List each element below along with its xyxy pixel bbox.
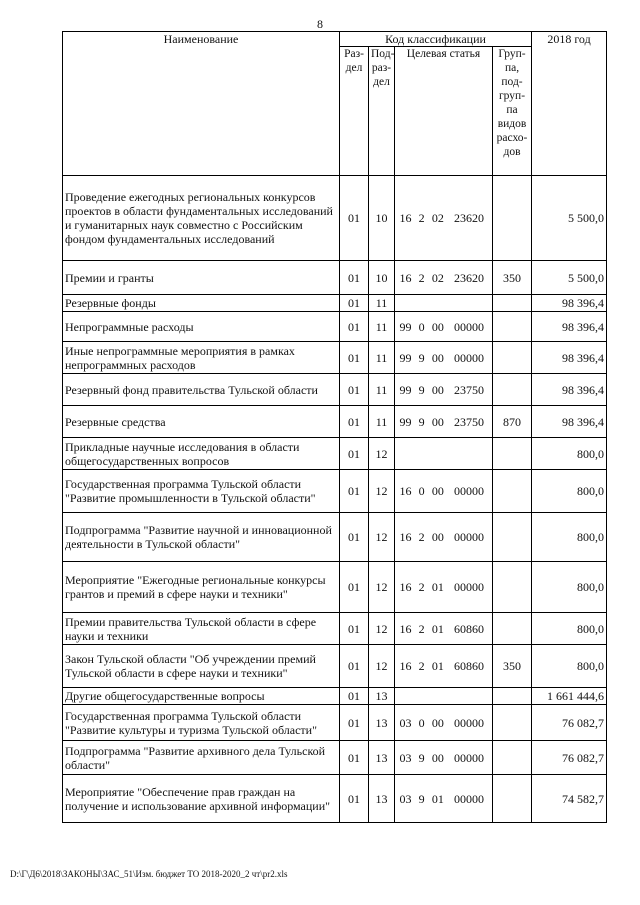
row-amount: 800,0 [532,470,607,513]
row-group [493,688,532,705]
target-part: 9 [418,350,425,365]
table-row [63,688,607,705]
row-name: Непрограммные расходы [63,312,340,342]
row-target-article [395,312,493,342]
target-part: 01 [431,791,444,806]
row-name: Резервные фонды [63,295,340,312]
row-amount: 800,0 [532,438,607,470]
row-section: 01 [340,261,369,295]
row-amount: 98 396,4 [532,342,607,374]
target-part: 2 [418,621,425,636]
row-subsection: 11 [369,312,395,342]
table-row [63,295,607,312]
row-section: 01 [340,470,369,513]
target-article-parts [397,580,490,594]
target-part: 9 [418,382,425,397]
table-row [63,312,607,342]
budget-table [62,31,607,823]
target-part: 0 [418,484,425,498]
target-part: 00000 [453,484,484,498]
row-amount: 1 661 444,6 [532,688,607,705]
target-part: 00000 [453,791,484,806]
row-name: Проведение ежегодных региональных конкурсов проектов в области фундаментальных исследований и гуманитарных наук совместно с Российским фондом фундаментальных исследований [63,176,340,261]
row-subsection: 12 [369,470,395,513]
target-part: 16 [399,580,412,594]
row-group: 350 [493,645,532,688]
row-section: 01 [340,312,369,342]
row-section: 01 [340,374,369,406]
target-part: 0 [418,715,425,730]
target-part: 00 [431,530,444,544]
row-amount: 98 396,4 [532,374,607,406]
target-article-parts [397,415,490,429]
row-target-article [395,438,493,470]
target-part: 03 [399,750,412,765]
target-part: 99 [399,319,412,334]
table-body [63,176,607,823]
target-part: 02 [431,270,444,285]
target-article-parts [397,716,490,730]
row-name: Государственная программа Тульской области "Развитие культуры и туризма Тульской области" [63,705,340,741]
target-part: 2 [418,580,425,594]
row-section: 01 [340,645,369,688]
table-row [63,438,607,470]
row-name: Мероприятие "Ежегодные региональные конкурсы грантов и премий в сфере науки и техники" [63,562,340,613]
target-part: 00000 [453,580,484,594]
target-article-parts [397,530,490,544]
target-article-parts [397,622,490,636]
row-target-article [395,775,493,823]
row-name: Резервный фонд правительства Тульской области [63,374,340,406]
row-amount: 5 500,0 [532,261,607,295]
row-name: Премии правительства Тульской области в сфере науки и техники [63,613,340,645]
table-row [63,705,607,741]
row-group [493,775,532,823]
column-header-group [493,47,532,176]
target-part: 00000 [453,530,484,544]
target-article-parts [397,211,490,225]
row-group [493,295,532,312]
row-amount: 98 396,4 [532,406,607,438]
target-part: 2 [418,530,425,544]
table-row [63,406,607,438]
row-section: 01 [340,562,369,613]
table-row [63,470,607,513]
target-article-parts [397,659,490,673]
column-header-target: Целевая статья [395,47,493,176]
row-amount: 5 500,0 [532,176,607,261]
row-group [493,513,532,562]
page-number: 8 [317,17,323,31]
file-path-footer: D:\Г\Д6\2018\ЗАКОНЫ\ЗАС_51\Изм. бюджет ТО 2018-2020_2 чт\pr2.xls [10,869,288,879]
row-amount: 74 582,7 [532,775,607,823]
row-subsection: 13 [369,705,395,741]
row-subsection: 11 [369,374,395,406]
row-group [493,470,532,513]
target-part: 00 [431,319,444,334]
row-name: Иные непрограммные мероприятия в рамках непрограммных расходов [63,342,340,374]
row-target-article [395,613,493,645]
target-part: 23750 [453,382,484,397]
table-row [63,741,607,775]
row-subsection: 12 [369,513,395,562]
target-part: 02 [431,211,444,225]
target-article-parts [397,383,490,397]
row-name: Государственная программа Тульской области "Развитие промышленности в Тульской области" [63,470,340,513]
target-article-parts [397,320,490,334]
row-target-article [395,342,493,374]
row-group: 350 [493,261,532,295]
row-amount: 800,0 [532,613,607,645]
target-part: 99 [399,382,412,397]
row-target-article [395,645,493,688]
row-subsection: 12 [369,438,395,470]
target-part: 00000 [453,319,484,334]
column-header-year: 2018 год [532,32,607,176]
target-article-parts [397,351,490,365]
row-subsection: 11 [369,406,395,438]
row-group [493,741,532,775]
target-part: 9 [418,791,425,806]
row-target-article [395,470,493,513]
target-part: 16 [399,211,412,225]
target-part: 03 [399,715,412,730]
row-name: Подпрограмма "Развитие архивного дела Тульской области" [63,741,340,775]
row-section: 01 [340,705,369,741]
target-part: 01 [431,621,444,636]
table-row [63,562,607,613]
row-amount: 76 082,7 [532,705,607,741]
target-part: 16 [399,530,412,544]
row-amount: 800,0 [532,645,607,688]
row-target-article [395,705,493,741]
row-section: 01 [340,176,369,261]
target-part: 16 [399,270,412,285]
target-part: 23620 [453,270,484,285]
row-name: Подпрограмма "Развитие научной и инновационной деятельности в Тульской области" [63,513,340,562]
row-amount: 76 082,7 [532,741,607,775]
row-group [493,312,532,342]
target-part: 16 [399,484,412,498]
row-target-article [395,688,493,705]
table-row [63,176,607,261]
row-subsection: 13 [369,688,395,705]
target-part: 00 [431,382,444,397]
column-header-subsection [369,47,395,176]
target-part: 00 [431,715,444,730]
target-part: 99 [399,414,412,429]
row-section: 01 [340,741,369,775]
target-part: 03 [399,791,412,806]
row-subsection: 12 [369,613,395,645]
row-subsection: 13 [369,741,395,775]
target-part: 23620 [453,211,484,225]
row-amount: 98 396,4 [532,312,607,342]
row-group [493,705,532,741]
target-part: 16 [399,621,412,636]
target-part: 23750 [453,414,484,429]
row-group [493,176,532,261]
row-group [493,342,532,374]
row-section: 01 [340,438,369,470]
target-part: 60860 [453,659,484,673]
target-part: 99 [399,350,412,365]
row-section: 01 [340,613,369,645]
row-subsection: 10 [369,261,395,295]
target-article-parts [397,484,490,498]
target-part: 00000 [453,350,484,365]
row-section: 01 [340,775,369,823]
target-part: 0 [418,319,425,334]
row-subsection: 13 [369,775,395,823]
row-group [493,374,532,406]
row-subsection: 12 [369,645,395,688]
row-target-article [395,513,493,562]
row-subsection: 12 [369,562,395,613]
row-amount: 800,0 [532,513,607,562]
target-part: 00 [431,414,444,429]
column-header-name: Наименование [63,32,340,176]
target-part: 2 [418,659,425,673]
row-target-article [395,176,493,261]
table-row [63,775,607,823]
table-row [63,342,607,374]
table-row [63,645,607,688]
target-part: 2 [418,211,425,225]
target-part: 00000 [453,715,484,730]
row-target-article [395,374,493,406]
table-row [63,374,607,406]
table-row [63,513,607,562]
row-section: 01 [340,295,369,312]
row-target-article [395,562,493,613]
target-part: 16 [399,659,412,673]
target-article-parts [397,751,490,765]
column-header-section [340,47,369,176]
target-article-parts [397,271,490,285]
target-part: 01 [431,580,444,594]
header-subsection-text: Под- раз- дел [371,48,395,88]
row-name: Резервные средства [63,406,340,438]
row-name: Закон Тульской области "Об учреждении премий Тульской области в сфере науки и техники" [63,645,340,688]
table-row [63,261,607,295]
row-name: Мероприятие "Обеспечение прав граждан на получение и использование архивной информации" [63,775,340,823]
row-name: Премии и гранты [63,261,340,295]
target-part: 00 [431,750,444,765]
target-part: 00 [431,484,444,498]
row-name: Прикладные научные исследования в области общегосударственных вопросов [63,438,340,470]
target-part: 00000 [453,750,484,765]
target-part: 01 [431,659,444,673]
row-subsection: 11 [369,295,395,312]
row-section: 01 [340,688,369,705]
header-group-text: Груп- па, под- груп- па видов расхо- дов [496,48,528,158]
row-group [493,562,532,613]
row-subsection: 10 [369,176,395,261]
row-name: Другие общегосударственные вопросы [63,688,340,705]
row-amount: 98 396,4 [532,295,607,312]
column-header-code: Код классификации [340,32,532,47]
row-amount: 800,0 [532,562,607,613]
target-part: 2 [418,270,425,285]
row-target-article [395,261,493,295]
target-part: 9 [418,414,425,429]
row-group [493,613,532,645]
row-target-article [395,295,493,312]
target-part: 9 [418,750,425,765]
target-part: 60860 [453,621,484,636]
row-section: 01 [340,406,369,438]
target-article-parts [397,792,490,806]
row-target-article [395,741,493,775]
row-subsection: 11 [369,342,395,374]
table-row [63,613,607,645]
row-group: 870 [493,406,532,438]
row-section: 01 [340,342,369,374]
row-section: 01 [340,513,369,562]
target-part: 00 [431,350,444,365]
row-target-article [395,406,493,438]
header-section-text: Раз- дел [344,48,364,74]
row-group [493,438,532,470]
